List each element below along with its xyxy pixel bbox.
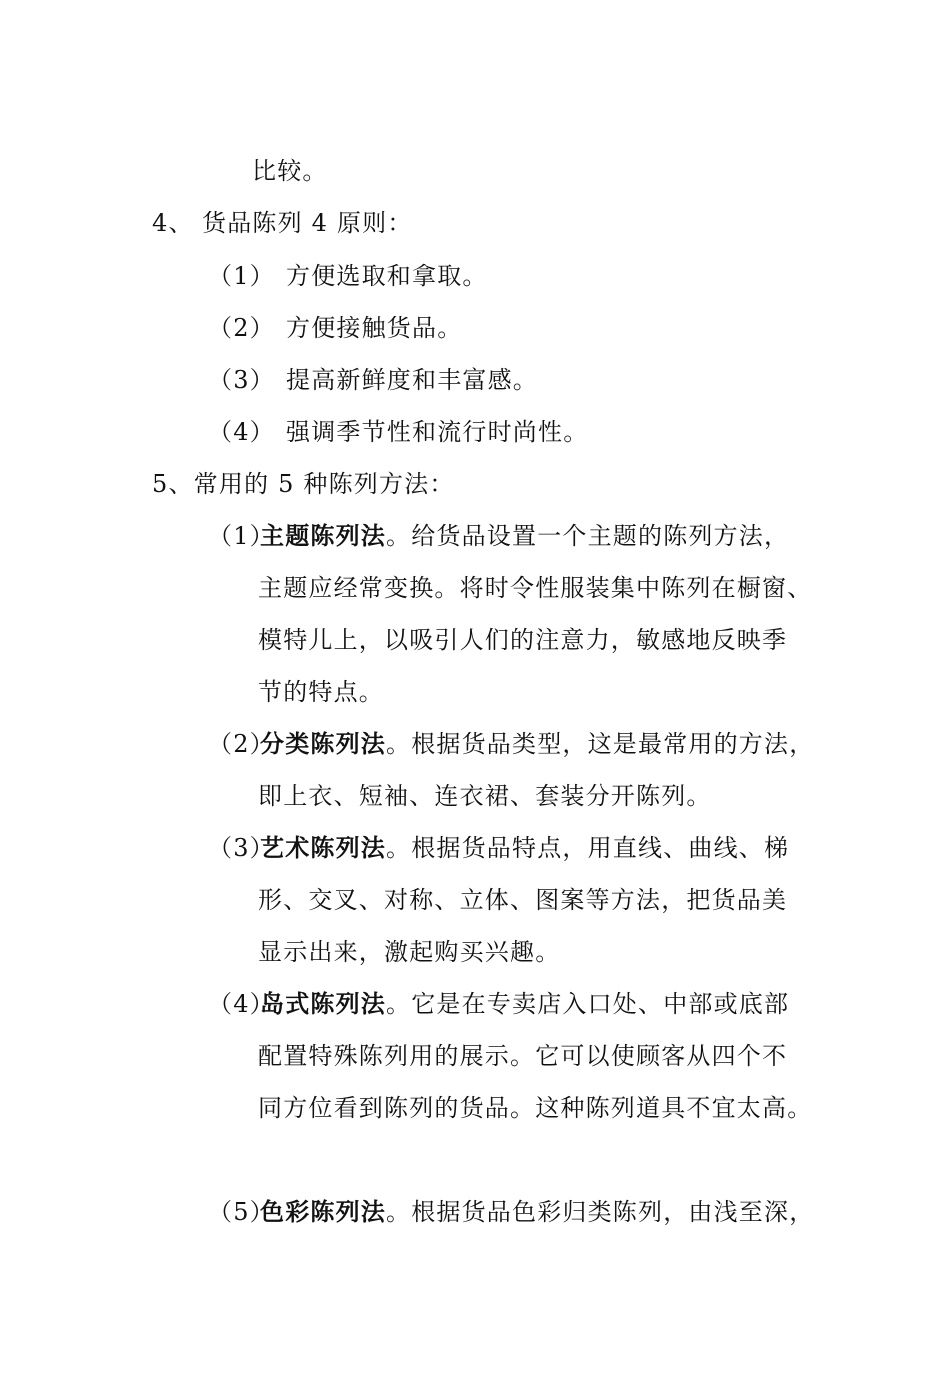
- section-heading-5: [152, 469, 455, 499]
- item-number: （1）: [208, 522, 275, 550]
- method-text: 。根据货品特点，用直线、曲线、梯: [386, 834, 790, 862]
- method-text: 即上衣、短袖、连衣裙、套装分开陈列。: [258, 782, 712, 810]
- item-text: 方便选取和拿取。: [286, 262, 488, 290]
- item-text: 提高新鲜度和丰富感。: [286, 366, 538, 394]
- method-title: 分类陈列法: [260, 730, 386, 758]
- principle-item: [208, 261, 488, 291]
- method-title: 岛式陈列法: [260, 990, 386, 1018]
- method-text: 模特儿上，以吸引人们的注意力，敏感地反映季: [258, 626, 788, 654]
- item-number: （1）: [208, 262, 275, 290]
- principle-item: [208, 417, 588, 447]
- method-text-line: [258, 885, 787, 915]
- method-text: 。它是在专卖店入口处、中部或底部: [386, 990, 790, 1018]
- item-text: 强调季节性和流行时尚性。: [286, 418, 589, 446]
- method-text: 主题应经常变换。将时令性服装集中陈列在橱窗、: [258, 574, 813, 602]
- item-number: （2）: [208, 730, 275, 758]
- method-item: [208, 729, 814, 759]
- method-text: 同方位看到陈列的货品。这种陈列道具不宜太高。: [258, 1094, 813, 1122]
- method-text-line: [258, 677, 384, 707]
- item-number: （3）: [208, 834, 275, 862]
- method-text-line: [258, 625, 787, 655]
- principle-item: [208, 313, 462, 343]
- method-item: [208, 521, 789, 551]
- method-text: 。根据货品类型，这是最常用的方法，: [386, 730, 815, 758]
- method-text-line: [258, 781, 712, 811]
- section-heading-4: [152, 208, 413, 238]
- item-text: 方便接触货品。: [286, 314, 463, 342]
- method-text-line: [258, 573, 812, 603]
- item-number: （5）: [208, 1198, 275, 1226]
- continuation-text: [252, 156, 328, 186]
- section-number: 4、: [152, 209, 194, 237]
- method-item: [208, 989, 789, 1019]
- paragraph-text: 比较。: [252, 157, 328, 185]
- item-number: （4）: [208, 418, 275, 446]
- method-text: 节的特点。: [258, 678, 384, 706]
- section-title: 货品陈列 4 原则：: [202, 209, 413, 237]
- method-text-line: [258, 1041, 787, 1071]
- item-number: （3）: [208, 366, 275, 394]
- method-text: 。根据货品色彩归类陈列，由浅至深，: [386, 1198, 815, 1226]
- method-text: 形、交叉、对称、立体、图案等方法，把货品美: [258, 886, 788, 914]
- method-item: [208, 1197, 814, 1227]
- method-title: 艺术陈列法: [260, 834, 386, 862]
- method-text-line: [258, 937, 560, 967]
- method-text: 显示出来，激起购买兴趣。: [258, 938, 561, 966]
- principle-item: [208, 365, 538, 395]
- method-title: 色彩陈列法: [260, 1198, 386, 1226]
- item-number: （2）: [208, 314, 275, 342]
- item-number: （4）: [208, 990, 275, 1018]
- section-title: 5、常用的 5 种陈列方法：: [152, 470, 455, 498]
- method-text: 。给货品设置一个主题的陈列方法，: [386, 522, 790, 550]
- method-item: [208, 833, 789, 863]
- method-text-line: [258, 1093, 812, 1123]
- method-title: 主题陈列法: [260, 522, 386, 550]
- method-text: 配置特殊陈列用的展示。它可以使顾客从四个不: [258, 1042, 788, 1070]
